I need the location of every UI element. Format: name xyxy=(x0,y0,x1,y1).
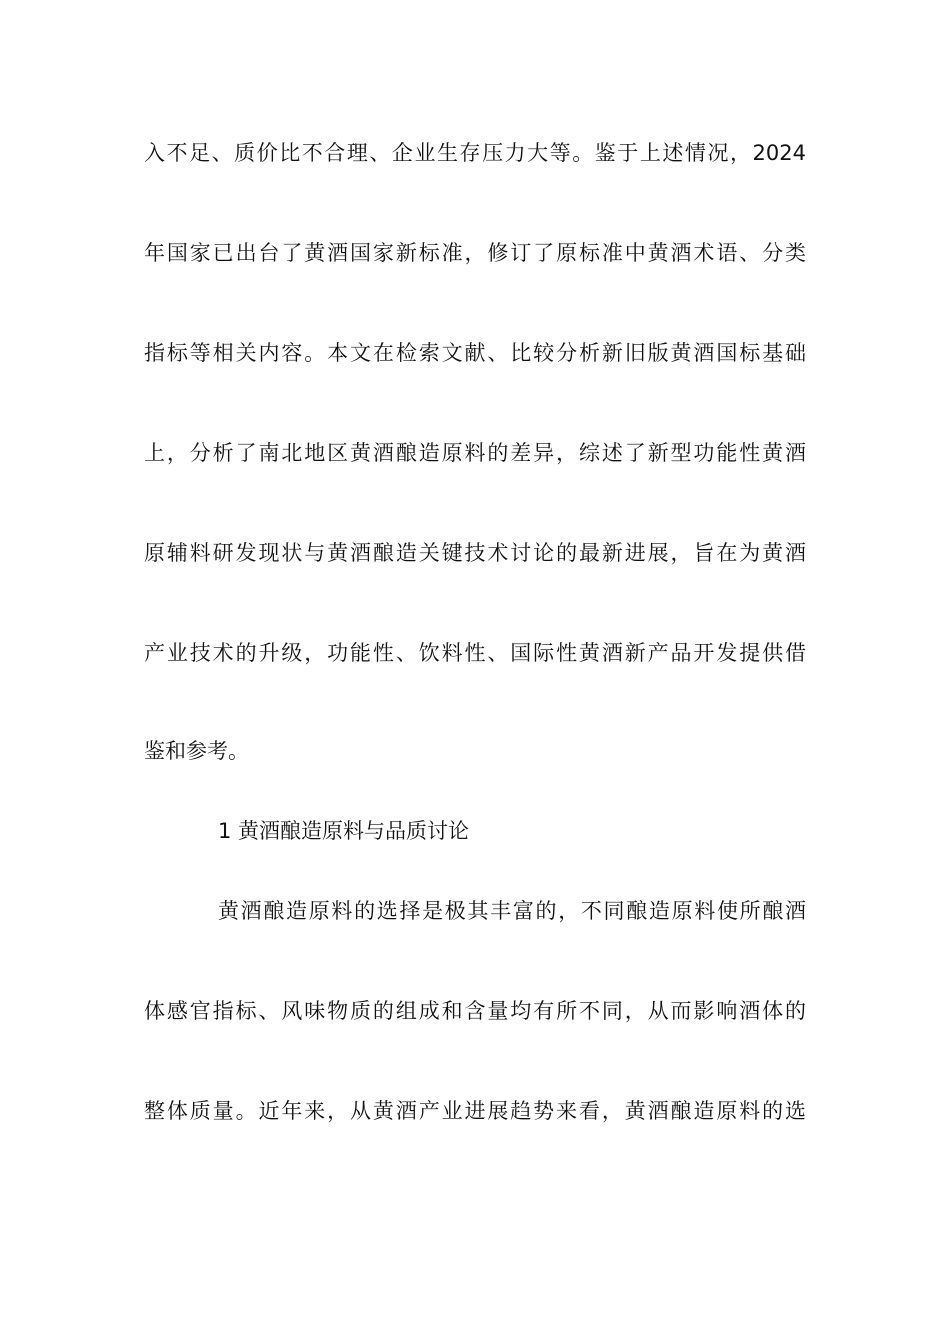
paragraph-line: 年国家已出台了黄酒国家新标准，修订了原标准中黄酒术语、分类 xyxy=(144,241,806,265)
paragraph-line: 体感官指标、风味物质的组成和含量均有所不同，从而影响酒体的 xyxy=(144,999,806,1023)
paragraph-line: 产业技术的升级，功能性、饮料性、国际性黄酒新产品开发提供借 xyxy=(144,641,806,665)
paragraph-line: 鉴和参考。 xyxy=(144,739,249,763)
section-heading: 1 黄酒酿造原料与品质讨论 xyxy=(218,819,470,843)
paragraph-line: 原辅料研发现状与黄酒酿造关键技术讨论的最新进展，旨在为黄酒 xyxy=(144,541,806,565)
paragraph-line: 上，分析了南北地区黄酒酿造原料的差异，综述了新型功能性黄酒 xyxy=(144,441,806,465)
paragraph-line: 指标等相关内容。本文在检索文献、比较分析新旧版黄酒国标基础 xyxy=(144,341,806,365)
paragraph-line: 整体质量。近年来，从黄酒产业进展趋势来看，黄酒酿造原料的选 xyxy=(144,1099,806,1123)
paragraph-line: 黄酒酿造原料的选择是极其丰富的，不同酿造原料使所酿酒 xyxy=(218,899,806,923)
paragraph-line: 入不足、质价比不合理、企业生存压力大等。鉴于上述情况，2024 xyxy=(144,141,806,165)
